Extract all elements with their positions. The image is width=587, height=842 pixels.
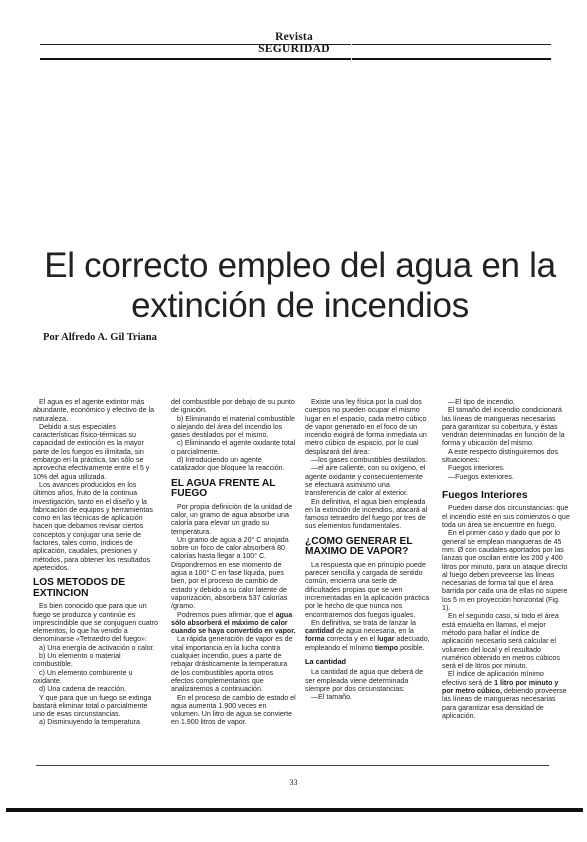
text-run: debiendo proveerse las líneas de mangueras necesarias para garantizar esa densidad de aplicación.: [442, 687, 567, 720]
author-byline: Por Alfredo A. Gil Triana: [43, 332, 157, 343]
column-1: [33, 398, 158, 727]
list-item: a) Una energía de activación o calor.: [39, 643, 155, 652]
paragraph: El agua es el agente extintor más abundante, económico y efectivo de la naturaleza.: [33, 398, 155, 423]
paragraph: [442, 670, 570, 720]
footer-rule: [36, 765, 549, 766]
column-3: [305, 398, 430, 702]
paragraph: A este respecto distinguiremos dos situaciones:: [442, 447, 559, 465]
list-item: —Fuegos exteriores.: [448, 472, 514, 481]
paragraph: Por propia definición de la unidad de calor, un gramo de agua absorbe una caloría para elevar un grado su temperatura.: [171, 502, 293, 536]
list-item: —los gases combustibles destilados.: [311, 456, 428, 465]
bold-text: cantidad: [305, 627, 335, 636]
paragraph: Es bien conocido que para que un fuego se produzca y continúe es imprescindible que se conjuguen cuatro elementos, lo que ha venido a denominarse «Tetraedro del fuego»:: [33, 602, 159, 644]
text-run: adecuado, empleando el mínimo: [305, 635, 430, 652]
list-item: d) Introduciendo un agente catalizador que bloquee la reacción.: [171, 456, 285, 473]
text-run: de agua necesaria, en la: [336, 627, 414, 636]
paragraph: Un gramo de agua a 20° C anojada sobre un foco de calor absorberá 80 calorías hasta llegar a 100° C. Dispondremos en ese momento de agua a 100° C en fase líquida, pues bien, por el proceso de cambio de estado y debido a su calor latente de vaporización, absorbera 537 calorías /gramo.: [171, 535, 289, 611]
section-heading: EL AGUA FRENTE AL FUEGO: [171, 477, 276, 500]
paragraph: En el segundo caso, si todo el área está envuelta en llamas, el mejor método para hallar el índice de aplicación necesario será calcular el volumen del local y el resultado numérico obtenido en metros cúbicos será el de litros por minuto.: [442, 612, 560, 671]
bold-text: tiempo: [374, 643, 399, 652]
paragraph: Existe una ley física por la cual dos cuerpos no pueden ocupar el mismo lugar en el espacio, cada metro cúbico de vapor generado en el foco de un incendio exigirá de forma inmediata un metro cúbico de espacio, por lo cual desplazará del área:: [305, 398, 427, 456]
bold-text: lugar: [377, 635, 395, 644]
list-item: —el aire caliente, con su oxígeno, el agente oxidante y consecuentemente se efectuará asimismo una transferencia de calor al exterior.: [305, 464, 426, 498]
paragraph: En el primer caso y dado que por lo general se emplean mangueras de 45 mm. Ø con caudales aportados por las lanzas que oscilan entre los 200 y 400 litros por minuto, para un ataque directo al fuego deben preveerse las líneas necesarias de forma tal que el área barrida por cada una de ellas no supere los 5 m en proyección horizontal (Fig. 1).: [442, 529, 568, 613]
list-item: a) Disminuyendo la temperatura: [39, 718, 140, 727]
list-item: b) Eliminando el material combustible o alejando del área del incendio los gases destilados por el mismo.: [171, 414, 295, 440]
paragraph: [171, 611, 296, 636]
page-number: 33: [289, 778, 298, 787]
column-4: [442, 398, 570, 720]
section-heading: LOS METODOS DE EXTINCION: [33, 577, 126, 599]
masthead: [236, 31, 352, 55]
subsection-heading: La cantidad: [305, 657, 347, 667]
text-run: El índice de aplicación mínimo efectivo será de: [442, 670, 544, 687]
text-run: En definitiva, se trata de lanzar la: [311, 618, 416, 627]
paragraph: Y que para que un fuego se extinga bastará eliminar total o parcialmente uno de esas circunstancias.: [33, 693, 152, 719]
paragraph: Debido a sus especiales características físico-térmicas su capacidad de extinción es la mayor parte de los fuegos es ilimitada, sin embargo en la práctica, tan sólo se aprovecha efectivamente entre el 5 y 10% del agua utilizada.: [33, 422, 150, 481]
masthead-rule-right-top: [352, 44, 551, 45]
bottom-border-bar: [6, 808, 583, 812]
paragraph: Los avances producidos en los últimos años, fruto de la continua investigación, tanto en el diseño y la fabricación de equipos y herramientas como en las técnicas de aplicación hacen que debamos revisar ciertos conceptos y conjugar una serie de factores, tales como, índices de aplicación, caudales, presiones y métodos, para obtener los resultados apetecidos.: [33, 480, 153, 572]
text-run: Podremos pues afirmar, que el: [177, 610, 274, 619]
section-heading: ¿COMO GENERAR EL MAXIMO DE VAPOR?: [305, 535, 413, 558]
list-item: b) Un elemento o material combustible.: [33, 652, 121, 669]
list-item: c) Eliminando el agente oxidante total o parcialmente.: [171, 439, 296, 456]
article-title-line1: El correcto empleo del agua en la: [44, 246, 556, 285]
paragraph: La respuesta que en principio puede parecer sencilla y cargada de sentido común, encierra una serie de dificultades propias que se ven incrementadas en la aplicación práctica por le hecho de que nunca nos encontraremos dos fuegos iguales.: [305, 560, 430, 619]
bold-text: forma: [305, 635, 325, 644]
paragraph: La rápida generación de vapor es de vital importancia en la lucha contra cualquier incendio, pues a parte de rebajar drásticamente la temperatura de los combustibles aporta otros efectos complementarios que analizaremos a continuación.: [171, 635, 293, 694]
paragraph: del combustible por debajo de su punto de ignición.: [171, 398, 295, 415]
paragraph: En definitiva, el agua bien empleada en la extinción de incendios, atacará al famoso tetraedro del fuego por tres de sus elementos fundamentales.: [305, 497, 428, 531]
list-item: d) Una cadena de reacción.: [39, 685, 127, 694]
column-2: [171, 398, 296, 727]
paragraph: La cantidad de agua que deberá de ser empleada viene determinada siempre por dos circunstancias:: [305, 668, 424, 693]
masthead-rule-left-bottom: [40, 58, 351, 60]
bold-text: 1 litro por minuto y por metro cúbico,: [442, 678, 559, 695]
bold-text: agua sólo absorberá el máximo de calor cuando se haya convertido en vapor.: [171, 610, 296, 636]
paragraph: El tamaño del incendio condicionará las líneas de mangueras necesarias para garantizar su cobertura, y éstas vendrán determinadas en función de la forma y ubicación del mismo.: [442, 406, 565, 448]
masthead-rule-right-bottom: [352, 58, 551, 60]
list-item: —El tamaño.: [311, 693, 353, 702]
masthead-line2: SEGURIDAD: [258, 43, 330, 55]
paragraph: En el proceso de cambio de estado el agua aumenta 1.900 veces en volumen. Un litro de agua se convierte en 1.900 litros de vapor.: [171, 693, 296, 727]
list-item: Fuegos interiores.: [448, 464, 505, 473]
text-run: posible.: [400, 643, 425, 652]
masthead-line1: Revista: [275, 31, 313, 43]
list-item: —El tipo de incendio.: [448, 398, 516, 406]
section-heading: Fuegos Interiores: [442, 489, 528, 501]
paragraph: Pueden darse dos circunstancias: que el incendio esté en sus comienzos o que toda un área se encuentre en fuego.: [442, 504, 570, 530]
text-run: correcta y en el: [326, 635, 376, 644]
list-item: c) Un elemento comburente u oxidante.: [33, 668, 133, 685]
article-title-line2: extinción de incendios: [131, 286, 469, 325]
paragraph: [305, 619, 430, 652]
